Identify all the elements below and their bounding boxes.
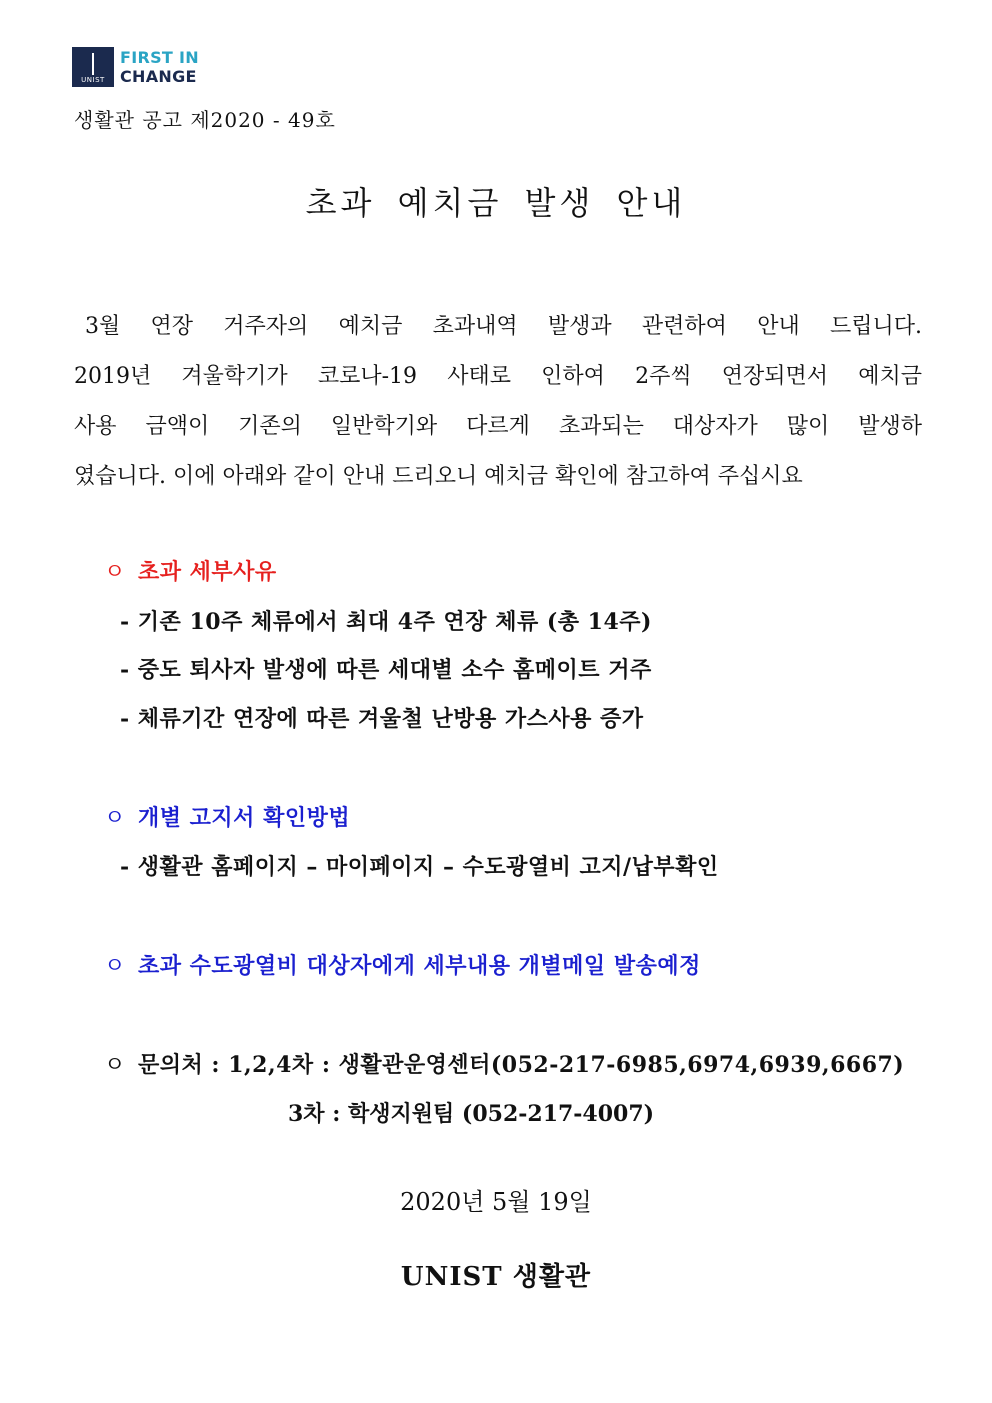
notice-number: 생활관 공고 제2020 - 49호: [74, 108, 336, 132]
notice-date: 2020년 5월 19일: [400, 1188, 592, 1216]
unist-logo-mark: UNIST: [72, 47, 114, 87]
issuer-name: UNIST 생활관: [400, 1262, 592, 1292]
check-method-item: - 생활관 홈페이지 – 마이페이지 – 수도광열비 고지/납부확인: [120, 854, 719, 880]
intro-paragraph: [74, 302, 922, 502]
reason-item: - 기존 10주 체류에서 최대 4주 연장 체류 (총 14주): [120, 609, 652, 635]
logo-slogan: FIRST IN CHANGE: [120, 48, 199, 86]
reason-item: - 중도 퇴사자 발생에 따른 세대별 소수 홈메이트 거주: [120, 657, 652, 683]
section-heading-mail-notice: ㅇ 초과 수도광열비 대상자에게 세부내용 개별메일 발송예정: [104, 949, 701, 980]
unist-logo: [72, 47, 212, 89]
section-heading-check-method: ㅇ 개별 고지서 확인방법: [104, 801, 350, 832]
bullet-icon: ㅇ: [104, 560, 126, 585]
contact-line: ㅇ 문의처 : 1,2,4차 : 생활관운영센터(052-217-6985,6974,6939,6667): [104, 1048, 904, 1079]
intro-line: 사용 금액이 기존의 일반학기와 다르게 초과되는 대상자가 많이 발생하: [74, 414, 922, 439]
page-title: 초과 예치금 발생 안내: [305, 184, 687, 222]
intro-line: 였습니다. 이에 아래와 같이 안내 드리오니 예치금 확인에 참고하여 주십시요: [74, 464, 803, 489]
section-heading-reasons: ㅇ 초과 세부사유: [104, 555, 277, 586]
intro-line: 2019년 겨울학기가 코로나-19 사태로 인하여 2주씩 연장되면서 예치금: [74, 364, 922, 389]
bullet-icon: ㅇ: [104, 806, 126, 831]
bullet-icon: ㅇ: [104, 954, 126, 979]
intro-line: 3월 연장 거주자의 예치금 초과내역 발생과 관련하여 안내 드립니다.: [85, 314, 922, 339]
contact-line-2: 3차 : 학생지원팀 (052-217-4007): [288, 1101, 655, 1127]
bullet-icon: ㅇ: [104, 1053, 126, 1078]
reason-item: - 체류기간 연장에 따른 겨울철 난방용 가스사용 증가: [120, 706, 644, 732]
